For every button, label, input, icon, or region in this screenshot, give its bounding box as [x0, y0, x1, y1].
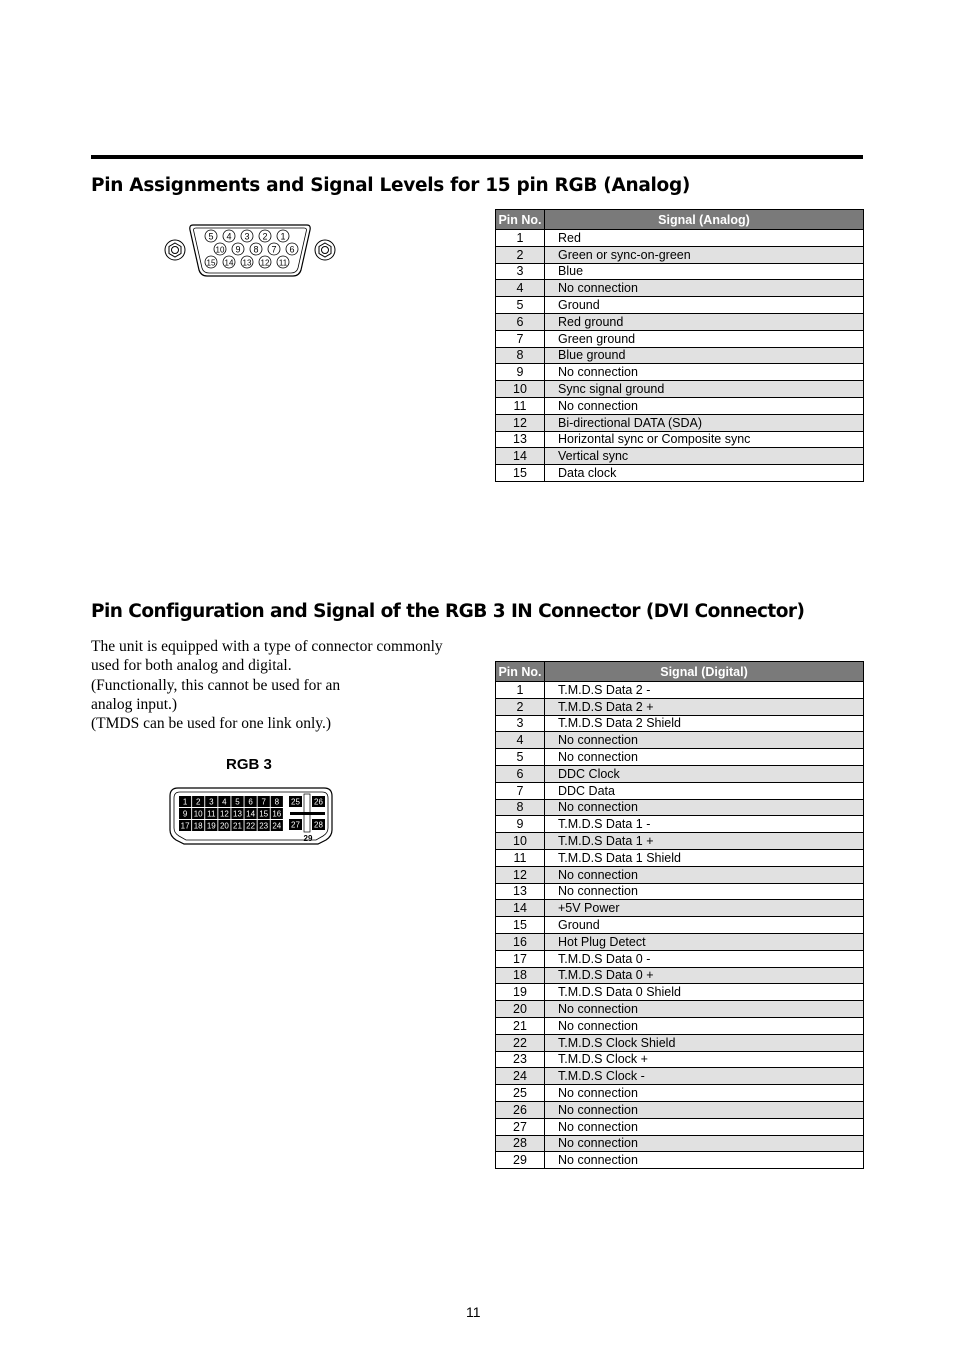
- table-row: [496, 263, 864, 280]
- signal-cell: Red: [545, 230, 864, 247]
- description-line: (TMDS can be used for one link only.): [91, 715, 332, 733]
- dvi-pin-label: 18: [193, 821, 203, 831]
- table-row: [496, 917, 864, 934]
- dvi-pin-label: 5: [235, 797, 240, 807]
- pin-number-cell: 14: [496, 900, 545, 917]
- pin-number-cell: 18: [496, 967, 545, 984]
- pin-number-cell: 3: [496, 715, 545, 732]
- signal-cell: T.M.D.S Data 2 -: [545, 682, 864, 699]
- vga-pin-label: 4: [226, 231, 232, 242]
- table-row: [496, 732, 864, 749]
- dvi-pin-label: 11: [207, 809, 216, 819]
- signal-cell: DDC Data: [545, 782, 864, 799]
- table-row: [496, 1017, 864, 1034]
- dvi-pin-label: 20: [219, 821, 229, 831]
- dvi-pin-label: 14: [246, 809, 256, 819]
- signal-cell: T.M.D.S Data 1 +: [545, 833, 864, 850]
- dvi-connector-diagram: [166, 786, 336, 848]
- signal-cell: T.M.D.S Clock +: [545, 1051, 864, 1068]
- signal-cell: No connection: [545, 866, 864, 883]
- pin-number-cell: 15: [496, 465, 545, 482]
- dvi-pin-label: 8: [274, 797, 280, 807]
- table-row: [496, 230, 864, 247]
- vga-pin-label: 10: [215, 245, 225, 255]
- table-row: [496, 1101, 864, 1118]
- table-row: [496, 1051, 864, 1068]
- signal-cell: Ground: [545, 297, 864, 314]
- vga-pin-label: 3: [244, 231, 250, 242]
- dvi-pin-label: 15: [259, 809, 269, 819]
- dvi-pin-label: 13: [233, 809, 242, 819]
- dvi-pin-label: 3: [209, 797, 214, 807]
- section-divider-rule: [91, 155, 863, 159]
- vga-section-title: Pin Assignments and Signal Levels for 15 pin RGB (Analog): [91, 175, 691, 196]
- pin-number-cell: 23: [496, 1051, 545, 1068]
- table-row: [496, 799, 864, 816]
- signal-cell: Vertical sync: [545, 448, 864, 465]
- pin-number-cell: 13: [496, 883, 545, 900]
- table-row: [496, 715, 864, 732]
- table-row: [496, 414, 864, 431]
- dvi-pin-label: 28: [314, 820, 323, 830]
- table-row: [496, 1135, 864, 1152]
- pin-number-cell: 24: [496, 1068, 545, 1085]
- table-row: [496, 1068, 864, 1085]
- table-row: [496, 1085, 864, 1102]
- dvi-pin-label: 21: [233, 821, 242, 831]
- pin-number-cell: 22: [496, 1034, 545, 1051]
- pin-number-cell: 10: [496, 381, 545, 398]
- signal-cell: T.M.D.S Clock -: [545, 1068, 864, 1085]
- dvi-pin-label: 26: [314, 797, 323, 807]
- dvi-pin-label: 27: [291, 820, 300, 830]
- dvi-pin-label: 16: [272, 809, 282, 819]
- dvi-pin-label: 17: [180, 821, 190, 831]
- vga-connector-diagram: [160, 218, 342, 282]
- table-row: [496, 698, 864, 715]
- table-row: [496, 381, 864, 398]
- pin-number-cell: 4: [496, 280, 545, 297]
- table-row: [496, 833, 864, 850]
- header-pin-no: Pin No.: [496, 210, 545, 230]
- table-row: [496, 765, 864, 782]
- vga-pin-label: 8: [253, 244, 259, 255]
- header-pin-no: Pin No.: [496, 662, 545, 682]
- pin-number-cell: 1: [496, 682, 545, 699]
- vga-pin-label: 9: [235, 244, 241, 255]
- pin-number-cell: 29: [496, 1152, 545, 1169]
- table-row: [496, 816, 864, 833]
- dvi-pin-label: 25: [291, 797, 300, 807]
- pin-number-cell: 15: [496, 917, 545, 934]
- pin-number-cell: 12: [496, 866, 545, 883]
- dvi-pin-label: 22: [246, 821, 256, 831]
- signal-cell: T.M.D.S Data 0 +: [545, 967, 864, 984]
- dvi-pin-label: 19: [206, 821, 216, 831]
- dvi-pin-label: 6: [248, 797, 253, 807]
- signal-cell: No connection: [545, 280, 864, 297]
- signal-cell: T.M.D.S Data 0 -: [545, 950, 864, 967]
- header-signal: Signal (Analog): [545, 210, 864, 230]
- signal-cell: T.M.D.S Data 1 Shield: [545, 849, 864, 866]
- dvi-pin-label: 12: [219, 809, 229, 819]
- pin-number-cell: 11: [496, 397, 545, 414]
- signal-cell: Red ground: [545, 313, 864, 330]
- pin-number-cell: 9: [496, 816, 545, 833]
- vga-pin-label: 1: [280, 231, 286, 242]
- digital-pin-table: [495, 661, 864, 1169]
- signal-cell: T.M.D.S Data 2 +: [545, 698, 864, 715]
- signal-cell: No connection: [545, 1085, 864, 1102]
- vga-pin-label: 13: [242, 258, 252, 268]
- signal-cell: Blue: [545, 263, 864, 280]
- dvi-pin-label: 24: [272, 821, 282, 831]
- signal-cell: No connection: [545, 397, 864, 414]
- table-row: [496, 967, 864, 984]
- pin-number-cell: 27: [496, 1118, 545, 1135]
- dvi-pin-label: 23: [259, 821, 269, 831]
- table-row: [496, 280, 864, 297]
- pin-number-cell: 7: [496, 330, 545, 347]
- page-number: 11: [466, 1304, 481, 1320]
- dvi-pin-label: 2: [195, 797, 201, 807]
- vga-pin-label: 2: [262, 231, 268, 242]
- pin-number-cell: 26: [496, 1101, 545, 1118]
- table-row: [496, 866, 864, 883]
- vga-pin-label: 6: [289, 244, 295, 255]
- signal-cell: Hot Plug Detect: [545, 933, 864, 950]
- pin-number-cell: 7: [496, 782, 545, 799]
- vga-pin-label: 7: [271, 244, 277, 255]
- right-screw-icon: [315, 240, 335, 260]
- signal-cell: No connection: [545, 1135, 864, 1152]
- signal-cell: Ground: [545, 917, 864, 934]
- signal-cell: No connection: [545, 749, 864, 766]
- pin-number-cell: 3: [496, 263, 545, 280]
- dvi-pin-label: 9: [182, 809, 188, 819]
- dvi-pin: [290, 812, 325, 815]
- signal-cell: T.M.D.S Clock Shield: [545, 1034, 864, 1051]
- pin-number-cell: 11: [496, 849, 545, 866]
- pin-number-cell: 4: [496, 732, 545, 749]
- signal-cell: No connection: [545, 1118, 864, 1135]
- signal-cell: No connection: [545, 732, 864, 749]
- signal-cell: T.M.D.S Data 0 Shield: [545, 984, 864, 1001]
- table-row: [496, 1034, 864, 1051]
- pin-number-cell: 8: [496, 347, 545, 364]
- pin-number-cell: 25: [496, 1085, 545, 1102]
- table-row: [496, 749, 864, 766]
- signal-cell: No connection: [545, 799, 864, 816]
- signal-cell: DDC Clock: [545, 765, 864, 782]
- table-row: [496, 682, 864, 699]
- signal-cell: No connection: [545, 883, 864, 900]
- signal-cell: No connection: [545, 1152, 864, 1169]
- table-row: [496, 397, 864, 414]
- table-row: [496, 849, 864, 866]
- table-row: [496, 984, 864, 1001]
- signal-cell: No connection: [545, 1101, 864, 1118]
- signal-cell: Data clock: [545, 465, 864, 482]
- pin-number-cell: 10: [496, 833, 545, 850]
- dvi-pin-label: 4: [222, 797, 227, 807]
- signal-cell: No connection: [545, 1017, 864, 1034]
- vga-pin-label: 5: [208, 231, 214, 242]
- rgb3-label: RGB 3: [226, 756, 272, 773]
- signal-cell: T.M.D.S Data 1 -: [545, 816, 864, 833]
- pin-number-cell: 5: [496, 749, 545, 766]
- pin-number-cell: 14: [496, 448, 545, 465]
- table-row: [496, 246, 864, 263]
- pin-number-cell: 1: [496, 230, 545, 247]
- table-row: [496, 883, 864, 900]
- vga-pin-label: 15: [206, 258, 216, 268]
- dvi-section-title: Pin Configuration and Signal of the RGB 3 IN Connector (DVI Connector): [91, 601, 805, 622]
- dvi-pin-label: 10: [193, 809, 203, 819]
- signal-cell: Green ground: [545, 330, 864, 347]
- pin-number-cell: 20: [496, 1001, 545, 1018]
- table-row: [496, 950, 864, 967]
- signal-cell: T.M.D.S Data 2 Shield: [545, 715, 864, 732]
- table-row: [496, 364, 864, 381]
- pin-number-cell: 2: [496, 246, 545, 263]
- description-line: used for both analog and digital.: [91, 657, 292, 675]
- signal-cell: Horizontal sync or Composite sync: [545, 431, 864, 448]
- pin-number-cell: 17: [496, 950, 545, 967]
- pin-number-cell: 9: [496, 364, 545, 381]
- signal-cell: Green or sync-on-green: [545, 246, 864, 263]
- pin-number-cell: 6: [496, 313, 545, 330]
- signal-cell: Bi-directional DATA (SDA): [545, 414, 864, 431]
- table-row: [496, 1118, 864, 1135]
- table-row: [496, 330, 864, 347]
- pin-number-cell: 6: [496, 765, 545, 782]
- pin-number-cell: 8: [496, 799, 545, 816]
- table-row: [496, 297, 864, 314]
- left-screw-icon: [165, 240, 185, 260]
- table-row: [496, 448, 864, 465]
- pin-number-cell: 21: [496, 1017, 545, 1034]
- dvi-pin-label: 29: [303, 834, 313, 843]
- dvi-description: [91, 637, 471, 733]
- pin-number-cell: 5: [496, 297, 545, 314]
- table-row: [496, 347, 864, 364]
- description-line: The unit is equipped with a type of connector commonly: [91, 638, 443, 655]
- table-row: [496, 933, 864, 950]
- pin-number-cell: 28: [496, 1135, 545, 1152]
- table-row: [496, 900, 864, 917]
- signal-cell: No connection: [545, 364, 864, 381]
- dvi-pin-label: 7: [261, 797, 266, 807]
- signal-cell: Blue ground: [545, 347, 864, 364]
- dvi-pin-label: 1: [182, 797, 188, 807]
- pin-number-cell: 2: [496, 698, 545, 715]
- header-signal: Signal (Digital): [545, 662, 864, 682]
- pin-number-cell: 12: [496, 414, 545, 431]
- vga-pin-label: 12: [260, 258, 270, 268]
- vga-pin-label: 11: [278, 258, 288, 268]
- signal-cell: +5V Power: [545, 900, 864, 917]
- table-row: [496, 465, 864, 482]
- analog-pin-table: [495, 209, 864, 482]
- pin-number-cell: 13: [496, 431, 545, 448]
- table-row: [496, 1152, 864, 1169]
- table-row: [496, 313, 864, 330]
- pin-number-cell: 16: [496, 933, 545, 950]
- table-row: [496, 431, 864, 448]
- description-line: analog input.): [91, 695, 178, 713]
- table-row: [496, 1001, 864, 1018]
- pin-number-cell: 19: [496, 984, 545, 1001]
- signal-cell: No connection: [545, 1001, 864, 1018]
- signal-cell: Sync signal ground: [545, 381, 864, 398]
- vga-pin-label: 14: [224, 258, 234, 268]
- description-line: (Functionally, this cannot be used for an: [91, 676, 341, 694]
- table-row: [496, 782, 864, 799]
